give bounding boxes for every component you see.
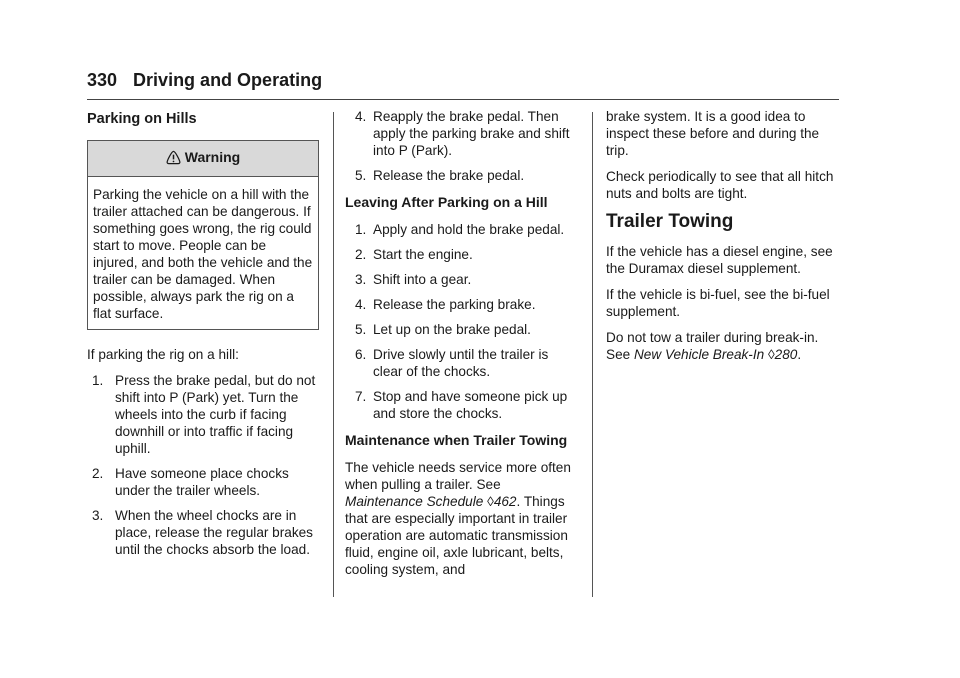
- bifuel-paragraph: If the vehicle is bi-fuel, see the bi-fuel supplement.: [606, 287, 830, 319]
- diesel-paragraph: If the vehicle has a diesel engine, see the Duramax diesel supplement.: [606, 244, 833, 276]
- list-item: 5. Release the brake pedal.: [355, 168, 525, 183]
- list-item: 4. Release the parking brake.: [355, 297, 536, 312]
- page-ref-symbol: ◊: [767, 347, 775, 362]
- warning-header: [88, 141, 318, 177]
- hitch-check-paragraph: Check periodically to see that all hitch nuts and bolts are tight.: [606, 169, 834, 201]
- warning-icon: [166, 150, 181, 169]
- column-3: [606, 108, 838, 372]
- list-item: 6. Drive slowly until the trailer is clear of the chocks.: [355, 347, 549, 379]
- list-item: 3. Shift into a gear.: [355, 272, 472, 287]
- section-title: Driving and Operating: [133, 70, 323, 90]
- maintenance-continued: brake system. It is a good idea to inspect these before and during the trip.: [606, 109, 820, 158]
- leaving-steps: [345, 221, 577, 422]
- list-item: 4. Reapply the brake pedal. Then apply the parking brake and shift into P (Park).: [355, 109, 570, 158]
- header-rule: [87, 99, 839, 100]
- list-item: 5. Let up on the brake pedal.: [355, 322, 531, 337]
- heading-leaving-after-parking: Leaving After Parking on a Hill: [345, 194, 548, 210]
- column-2: [345, 108, 577, 587]
- parking-steps: [87, 372, 319, 558]
- warning-text: Parking the vehicle on a hill with the trailer attached can be dangerous. If something goes wrong, the rig could start to move. People can be injured, and both the vehicle and the trailer can be damaged. When possible, always park the rig on a flat surface.: [93, 187, 313, 321]
- list-item: 1. Apply and hold the brake pedal.: [355, 222, 565, 237]
- column-divider-2: [592, 112, 593, 597]
- parking-steps-continued: [345, 108, 577, 184]
- warning-title: Warning: [184, 149, 241, 165]
- list-item: 2. Start the engine.: [355, 247, 473, 262]
- maintenance-paragraph: The vehicle needs service more often when pulling a trailer. See Maintenance Schedule ◊462. Things that are especially important in trailer operation are automatic transmission fluid, engine oil, axle lubricant, belts, cooling system, and: [345, 460, 571, 577]
- heading-trailer-towing: Trailer Towing: [606, 211, 734, 232]
- page-ref-number[interactable]: 462: [493, 494, 517, 509]
- maintenance-schedule-link[interactable]: Maintenance Schedule: [345, 494, 484, 509]
- break-in-link[interactable]: New Vehicle Break-In: [633, 347, 765, 362]
- page-ref-number[interactable]: 280: [774, 347, 798, 362]
- list-item: 2. Have someone place chocks under the trailer wheels.: [92, 466, 289, 498]
- column-1: [87, 108, 319, 567]
- page-header: [87, 70, 839, 91]
- page-number: 330: [87, 70, 118, 90]
- list-item: 3. When the wheel chocks are in place, release the regular brakes until the chocks absorb the load.: [92, 508, 313, 557]
- list-item: 7. Stop and have someone pick up and store the chocks.: [355, 389, 568, 421]
- heading-maintenance-towing: Maintenance when Trailer Towing: [345, 432, 568, 448]
- warning-box: [87, 140, 319, 330]
- break-in-paragraph: Do not tow a trailer during break-in. See New Vehicle Break-In ◊280.: [606, 330, 819, 362]
- parking-intro: If parking the rig on a hill:: [87, 347, 239, 362]
- page-ref-symbol: ◊: [487, 494, 494, 509]
- heading-parking-on-hills: Parking on Hills: [87, 111, 197, 127]
- list-item: 1. Press the brake pedal, but do not shift into P (Park) yet. Turn the wheels into the curb if facing downhill or into traffic if facing uphill.: [92, 373, 316, 456]
- column-divider-1: [333, 112, 334, 597]
